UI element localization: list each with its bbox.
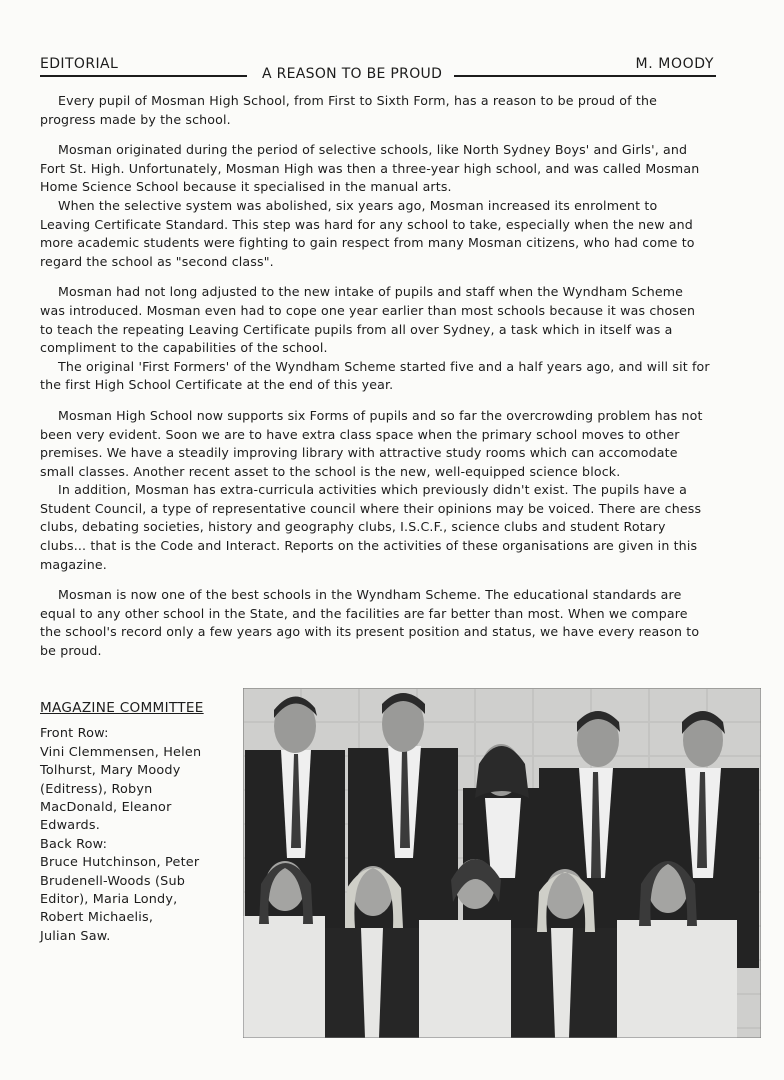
header-rule-author: [615, 75, 716, 77]
article-title: A REASON TO BE PROUD: [262, 66, 443, 82]
caption-line: Julian Saw.: [40, 928, 111, 944]
author-name: M. MOODY: [635, 56, 714, 72]
paragraph: Mosman originated during the period of selective schools, like North Sydney Boys' and Girls', and Fort St. High. Unfortunately, Mosman High was then a three-year high school, and was called Mosman Home Science School because it specialised in the manual arts.: [40, 142, 700, 195]
paragraph: Mosman is now one of the best schools in the Wyndham Scheme. The educational standards are equal to any other school in the State, and the facilities are far better than most. When we compare the school's record only a few years ago with its present position and status, we have every reason to be proud.: [40, 587, 700, 659]
paragraph: Every pupil of Mosman High School, from First to Sixth Form, has a reason to be proud of the progress made by the school.: [40, 93, 658, 127]
header-rule-right: [454, 75, 615, 77]
caption-line: Brudenell-Woods (Sub: [40, 873, 186, 889]
committee-caption: [40, 699, 235, 946]
caption-line: Bruce Hutchinson, Peter: [40, 855, 200, 871]
header: [40, 56, 716, 84]
committee-photo: [243, 688, 761, 1038]
caption-line: Tolhurst, Mary Moody: [40, 763, 181, 779]
caption-line: MacDonald, Eleanor: [40, 800, 172, 816]
editorial-body: [40, 92, 710, 661]
header-rule-left: [40, 75, 247, 77]
section-label: EDITORIAL: [40, 56, 119, 72]
paragraph: When the selective system was abolished, six years ago, Mosman increased its enrolment to Leaving Certificate Standard. This step was hard for any school to take, especially when the new and more academic students were fighting to gain respect from many Mosman citizens, who had come to regard the school as "second class".: [40, 197, 695, 269]
committee-title: MAGAZINE COMMITTEE: [40, 700, 204, 716]
paragraph: Mosman had not long adjusted to the new intake of pupils and staff when the Wyndham Scheme was introduced. Mosman even had to cope one year earlier than most schools because it was chosen to teach the repeating Leaving Certificate pupils from all over Sydney, a task which in itself was a compliment to the capabilities of the school.: [40, 284, 696, 356]
caption-line: Edwards.: [40, 818, 101, 834]
caption-line: Robert Michaelis,: [40, 910, 154, 926]
caption-line: Back Row:: [40, 836, 108, 852]
caption-line: Front Row:: [40, 726, 109, 742]
paragraph: Mosman High School now supports six Forms of pupils and so far the overcrowding problem has not been very evident. Soon we are to have extra class space when the primary school moves to other premises. We have a steadily improving library with attractive study rooms which can accomodate small classes. Another recent asset to the school is the new, well-equipped science block.: [40, 407, 703, 479]
caption-line: Editor), Maria Londy,: [40, 892, 178, 908]
paragraph: The original 'First Formers' of the Wyndham Scheme started five and a half years ago, and will sit for the first High School Certificate at the end of this year.: [40, 358, 710, 393]
paragraph: In addition, Mosman has extra-curricula activities which previously didn't exist. The pupils have a Student Council, a type of representative council where their opinions may be voiced. There are chess clubs, debating societies, history and geography clubs, I.S.C.F., science clubs and student Rotary clubs... that is the Code and Interact. Reports on the activities of these organisations are given in this magazine.: [40, 482, 702, 572]
caption-line: (Editress), Robyn: [40, 781, 153, 797]
caption-line: Vini Clemmensen, Helen: [40, 744, 202, 760]
